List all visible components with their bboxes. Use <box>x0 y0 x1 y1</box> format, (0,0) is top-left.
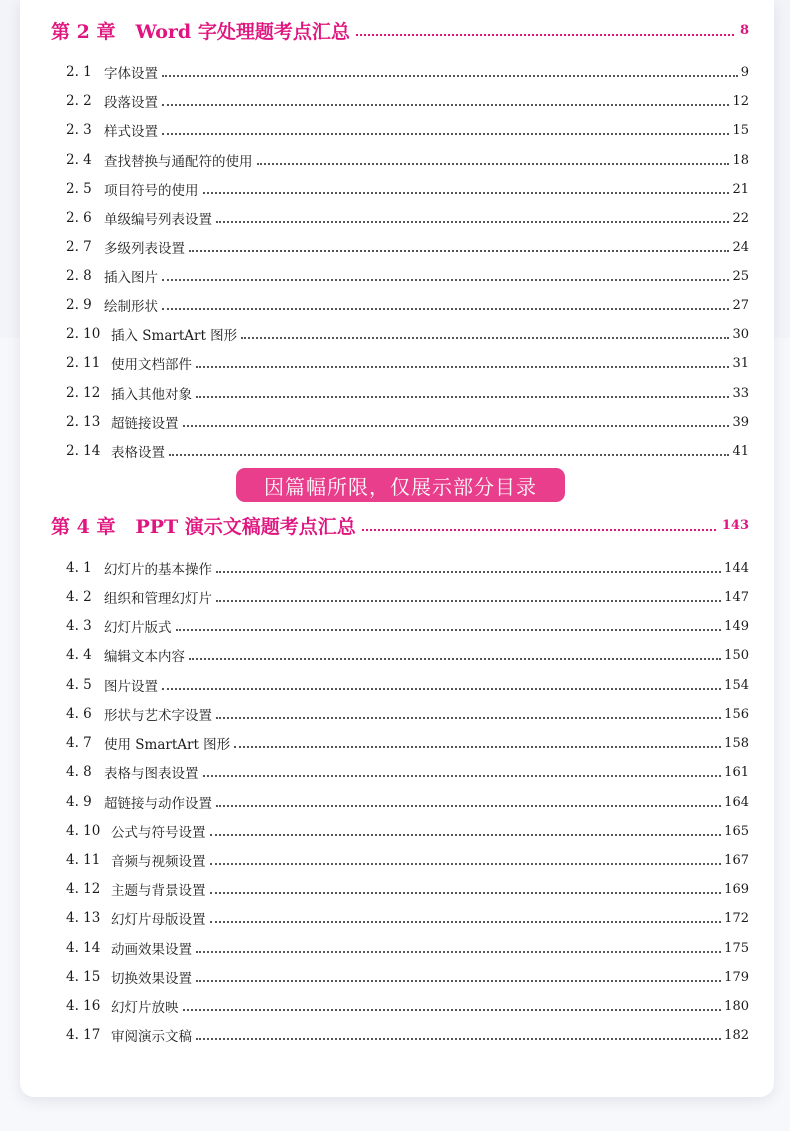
dot-leader <box>162 279 729 281</box>
entry-number: 2. 1 <box>66 64 92 80</box>
toc-entry[interactable] <box>66 382 749 404</box>
toc-entry[interactable] <box>66 791 749 813</box>
dot-leader <box>241 337 729 339</box>
dot-leader <box>196 980 721 982</box>
toc-entry[interactable] <box>66 236 749 258</box>
entry-page-number: 31 <box>732 355 749 371</box>
toc-entry[interactable] <box>66 907 749 929</box>
toc-entry[interactable] <box>66 440 749 462</box>
entry-page-number: 39 <box>732 414 749 430</box>
entry-number: 4. 2 <box>66 589 92 605</box>
entry-number: 2. 8 <box>66 268 92 284</box>
dot-leader <box>196 396 729 398</box>
dot-leader <box>196 1038 721 1040</box>
chapter-page-number: 8 <box>739 22 749 38</box>
entry-number: 2. 13 <box>66 414 101 430</box>
entry-page-number: 175 <box>724 940 749 956</box>
entry-page-number: 147 <box>724 589 749 605</box>
dot-leader <box>210 863 722 865</box>
entry-number: 4. 7 <box>66 735 92 751</box>
entry-page-number: 12 <box>732 93 749 109</box>
entry-title: 幻灯片放映 <box>111 1000 179 1016</box>
toc-card <box>20 0 774 1097</box>
entry-number: 4. 9 <box>66 794 92 810</box>
toc-entry[interactable] <box>66 265 749 287</box>
toc-entry[interactable] <box>66 90 749 112</box>
toc-entry[interactable] <box>66 149 749 171</box>
entry-title: 图片设置 <box>104 679 158 695</box>
toc-entry[interactable] <box>66 119 749 141</box>
entry-title: 插入 SmartArt 图形 <box>111 328 238 344</box>
dot-leader <box>196 366 729 368</box>
entry-number: 4. 14 <box>66 940 101 956</box>
entry-number: 2. 10 <box>66 326 101 342</box>
toc-entry[interactable] <box>66 615 749 637</box>
dot-leader <box>162 688 721 690</box>
entry-page-number: 41 <box>732 443 749 459</box>
entry-number: 2. 9 <box>66 297 92 313</box>
entry-title: 样式设置 <box>104 124 158 140</box>
entry-title: 表格设置 <box>111 445 165 461</box>
dot-leader <box>203 192 730 194</box>
entry-page-number: 27 <box>732 297 749 313</box>
entry-title: 插入图片 <box>104 270 158 286</box>
entry-page-number: 150 <box>724 647 749 663</box>
entry-page-number: 18 <box>732 152 749 168</box>
entry-page-number: 22 <box>732 210 749 226</box>
entry-number: 4. 5 <box>66 677 92 693</box>
entry-number: 4. 8 <box>66 764 92 780</box>
dot-leader <box>234 746 721 748</box>
dot-leader <box>169 454 729 456</box>
entry-page-number: 24 <box>732 239 749 255</box>
entry-title: 幻灯片的基本操作 <box>104 562 212 578</box>
entry-number: 2. 4 <box>66 152 92 168</box>
entry-title: 表格与图表设置 <box>104 766 199 782</box>
entry-title: 音频与视频设置 <box>111 854 206 870</box>
entry-title: 审阅演示文稿 <box>111 1029 192 1045</box>
entry-number: 4. 3 <box>66 618 92 634</box>
toc-entry[interactable] <box>66 644 749 666</box>
toc-entry[interactable] <box>66 178 749 200</box>
chapter-2-heading[interactable] <box>51 13 749 47</box>
entry-title: 项目符号的使用 <box>104 183 199 199</box>
entry-title: 使用文档部件 <box>111 357 192 373</box>
entry-number: 4. 16 <box>66 998 101 1014</box>
entry-page-number: 25 <box>732 268 749 284</box>
dot-leader <box>189 250 729 252</box>
toc-entry[interactable] <box>66 352 749 374</box>
dot-leader <box>183 1009 722 1011</box>
entry-number: 2. 2 <box>66 93 92 109</box>
toc-entry[interactable] <box>66 207 749 229</box>
entry-page-number: 144 <box>724 560 749 576</box>
entry-number: 2. 12 <box>66 385 101 401</box>
entry-title: 超链接与动作设置 <box>104 796 212 812</box>
toc-entry[interactable] <box>66 995 749 1017</box>
entry-title: 多级列表设置 <box>104 241 185 257</box>
entry-title: 编辑文本内容 <box>104 649 185 665</box>
chapter-number: 第 4 章 <box>51 515 116 538</box>
entry-page-number: 180 <box>724 998 749 1014</box>
entry-title: 幻灯片版式 <box>104 620 172 636</box>
entry-page-number: 165 <box>724 823 749 839</box>
entry-number: 2. 3 <box>66 122 92 138</box>
entry-number: 4. 12 <box>66 881 101 897</box>
dot-leader <box>189 658 721 660</box>
entry-number: 4. 13 <box>66 910 101 926</box>
toc-entry[interactable] <box>66 61 749 83</box>
entry-title: 字体设置 <box>104 66 158 82</box>
entry-number: 4. 17 <box>66 1027 101 1043</box>
entry-title: 使用 SmartArt 图形 <box>104 737 231 753</box>
dot-leader <box>216 221 729 223</box>
partial-toc-notice-badge: 因篇幅所限，仅展示部分目录 <box>236 468 565 502</box>
entry-number: 4. 6 <box>66 706 92 722</box>
entry-title: 组织和管理幻灯片 <box>104 591 212 607</box>
dot-leader <box>162 308 729 310</box>
dot-leader <box>210 834 722 836</box>
entry-title: 绘制形状 <box>104 299 158 315</box>
dot-leader <box>176 629 722 631</box>
entry-number: 2. 5 <box>66 181 92 197</box>
dot-leader <box>162 75 738 77</box>
entry-title: 单级编号列表设置 <box>104 212 212 228</box>
entry-page-number: 33 <box>732 385 749 401</box>
entry-page-number: 156 <box>724 706 749 722</box>
entry-title: 动画效果设置 <box>111 942 192 958</box>
entry-title: 查找替换与通配符的使用 <box>104 154 253 170</box>
entry-page-number: 172 <box>724 910 749 926</box>
entry-number: 2. 14 <box>66 443 101 459</box>
entry-title: 形状与艺术字设置 <box>104 708 212 724</box>
toc-entry[interactable] <box>66 323 749 345</box>
entry-title: 插入其他对象 <box>111 387 192 403</box>
entry-page-number: 161 <box>724 764 749 780</box>
toc-entry[interactable] <box>66 878 749 900</box>
toc-entry[interactable] <box>66 966 749 988</box>
toc-entry[interactable] <box>66 674 749 696</box>
chapter-title: PPT 演示文稿题考点汇总 <box>135 515 356 538</box>
dot-leader <box>162 133 729 135</box>
chapter-title: Word 字处理题考点汇总 <box>135 20 350 43</box>
entry-title: 公式与符号设置 <box>111 825 206 841</box>
toc-entry[interactable] <box>66 557 749 579</box>
toc-entry[interactable] <box>66 849 749 871</box>
dot-leader <box>183 425 730 427</box>
dot-leader <box>257 163 730 165</box>
entry-page-number: 149 <box>724 618 749 634</box>
toc-entry[interactable] <box>66 703 749 725</box>
dot-leader <box>210 892 722 894</box>
dot-leader <box>162 104 729 106</box>
entry-number: 4. 4 <box>66 647 92 663</box>
dot-leader <box>362 529 716 531</box>
entry-title: 段落设置 <box>104 95 158 111</box>
entry-page-number: 164 <box>724 794 749 810</box>
dot-leader <box>216 717 721 719</box>
entry-page-number: 167 <box>724 852 749 868</box>
toc-entry[interactable] <box>66 294 749 316</box>
dot-leader <box>216 600 721 602</box>
entry-page-number: 30 <box>732 326 749 342</box>
entry-page-number: 154 <box>724 677 749 693</box>
entry-number: 4. 1 <box>66 560 92 576</box>
dot-leader <box>210 921 722 923</box>
entry-number: 4. 10 <box>66 823 101 839</box>
toc-entry[interactable] <box>66 820 749 842</box>
entry-title: 幻灯片母版设置 <box>111 912 206 928</box>
entry-page-number: 9 <box>740 64 749 80</box>
entry-number: 4. 15 <box>66 969 101 985</box>
chapter-4-heading[interactable] <box>51 508 749 542</box>
toc-entry[interactable] <box>66 1024 749 1046</box>
entry-number: 4. 11 <box>66 852 101 868</box>
dot-leader <box>196 951 721 953</box>
toc-entry[interactable] <box>66 732 749 754</box>
dot-leader <box>216 805 721 807</box>
entry-page-number: 182 <box>724 1027 749 1043</box>
toc-entry[interactable] <box>66 586 749 608</box>
entry-page-number: 158 <box>724 735 749 751</box>
entry-page-number: 21 <box>732 181 749 197</box>
entry-title: 主题与背景设置 <box>111 883 206 899</box>
entry-number: 2. 11 <box>66 355 101 371</box>
entry-title: 超链接设置 <box>111 416 179 432</box>
toc-entry[interactable] <box>66 761 749 783</box>
entry-page-number: 169 <box>724 881 749 897</box>
entry-number: 2. 7 <box>66 239 92 255</box>
toc-entry[interactable] <box>66 937 749 959</box>
chapter-number: 第 2 章 <box>51 20 116 43</box>
dot-leader <box>203 775 722 777</box>
toc-entry[interactable] <box>66 411 749 433</box>
dot-leader <box>216 571 721 573</box>
entry-page-number: 15 <box>732 122 749 138</box>
dot-leader <box>356 34 734 36</box>
entry-title: 切换效果设置 <box>111 971 192 987</box>
entry-number: 2. 6 <box>66 210 92 226</box>
chapter-page-number: 143 <box>721 517 749 533</box>
entry-page-number: 179 <box>724 969 749 985</box>
